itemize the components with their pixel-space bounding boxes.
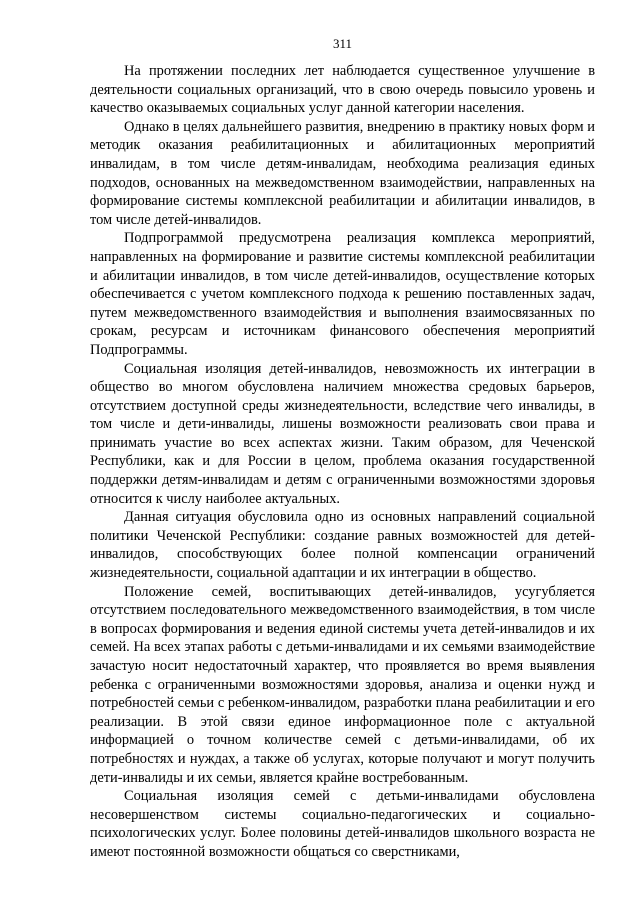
paragraph-4: Социальная изоляция детей-инвалидов, невозможность их интеграции в общество во многом обусловлена наличием множества средовых барьеров, отсутствием доступной среды жизнедеятельности, вследствие чего инвалиды, в том числе и дети-инвалиды, лишены возможности реализовать свои права и принимать участие во всех аспектах жизни. Таким образом, для Чеченской Республики, как и для России в целом, проблема оказания государственной поддержки детям-инвалидам и детям с ограниченными возможностями здоровья относится к числу наиболее актуальных. [90, 360, 595, 507]
paragraph-6: Положение семей, воспитывающих детей-инвалидов, усугубляется отсутствием последовательного межведомственного взаимодействия, в том числе в вопросах формирования и ведения единой системы учета детей-инвалидов и их семей. На всех этапах работы с детьми-инвалидами и их семьями взаимодействие зачастую носит недостаточный характер, что проявляется во время выявления ребенка с ограниченными возможностями здоровья, анализа и оценки нужд и потребностей семьи с ребенком-инвалидом, разработки плана реабилитации и его реализации. В этой связи единое информационное поле с актуальной информацией о точном количестве семей с детьми-инвалидами, об их потребностях и нуждах, а также об услугах, которые получают и могут получить дети-инвалиды и их семьи, является крайне востребованным. [90, 583, 595, 786]
page-number: 311 [332, 36, 353, 51]
paragraph-2: Однако в целях дальнейшего развития, внедрению в практику новых форм и методик оказания реабилитационных и абилитационных мероприятий инвалидам, в том числе детям-инвалидам, необходима реализация единых подходов, основанных на межведомственном взаимодействии, направленных на формирование системы комплексной реабилитации и абилитации инвалидов, в том числе детей-инвалидов. [90, 118, 595, 228]
paragraph-5: Данная ситуация обусловила одно из основных направлений социальной политики Чеченской Республики: создание равных возможностей для детей-инвалидов, способствующих более полной компенсации ограничений жизнедеятельности, социальной адаптации и их интеграции в общество. [90, 509, 595, 582]
document-page [90, 36, 595, 862]
paragraph-7: Социальная изоляция семей с детьми-инвалидами обусловлена несовершенством системы социально-педагогических и социально-психологических услуг. Более половины детей-инвалидов школьного возраста не имеют постоянной возможности общаться со сверстниками, [90, 788, 595, 860]
paragraph-3: Подпрограммой предусмотрена реализация комплекса мероприятий, направленных на формирование и развитие системы комплексной реабилитации и абилитации инвалидов, в том числе детей-инвалидов, осуществление которых обеспечивается с учетом комплексного подхода к решению поставленных задач, путем межведомственного взаимодействия и выполнения взаимосвязанных по срокам, ресурсам и источникам финансового обеспечения мероприятий Подпрограммы. [90, 230, 595, 358]
paragraph-1: На протяжении последних лет наблюдается существенное улучшение в деятельности социальных организаций, что в свою очередь повысило уровень и качество оказываемых социальных услуг данной категории населения. [90, 63, 595, 117]
